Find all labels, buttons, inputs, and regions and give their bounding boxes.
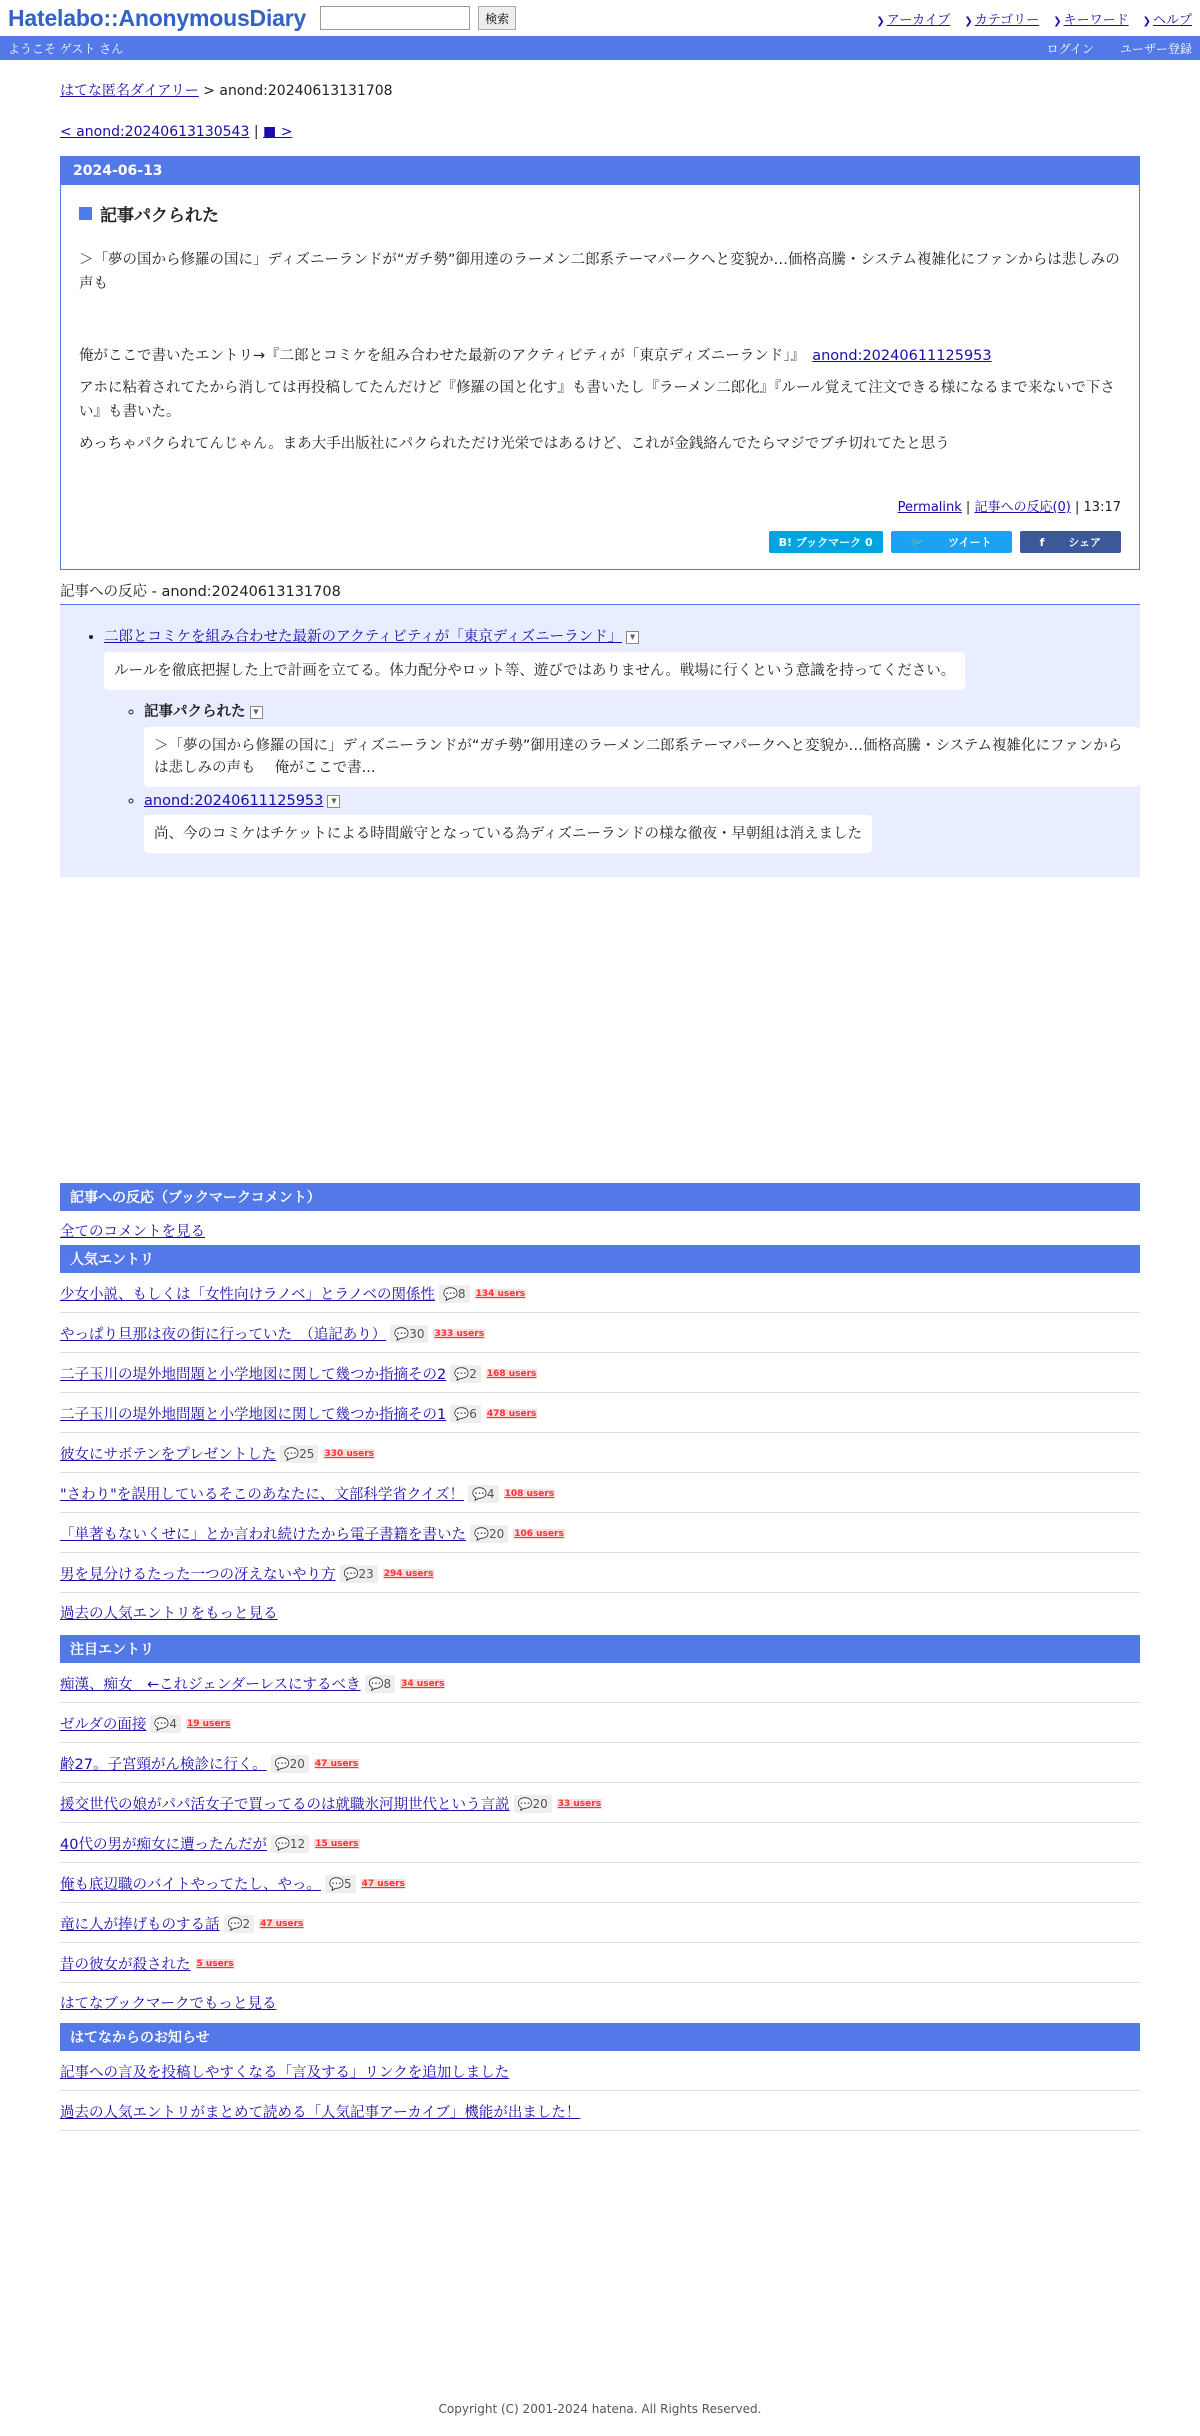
- header: [0, 0, 1200, 36]
- comment-icon: 💬: [368, 1676, 384, 1691]
- users-badge[interactable]: 15 users: [315, 1838, 359, 1849]
- notice-link[interactable]: 過去の人気エントリがまとめて読める「人気記事アーカイブ」機能が出ました！: [60, 2105, 581, 2121]
- featured-entries-heading: 注目エントリ: [60, 1635, 1140, 1663]
- entry-list-item: [60, 1663, 1140, 1703]
- entry-anond-link[interactable]: anond:20240611125953: [812, 348, 992, 364]
- main-content: [60, 80, 1140, 2131]
- entry-list-link[interactable]: 二子玉川の堤外地問題と小学地図に関して幾つか指摘その2: [60, 1367, 447, 1383]
- users-badge[interactable]: 47 users: [314, 1758, 359, 1769]
- featured-more-link[interactable]: はてなブックマークでもっと見る: [60, 1996, 277, 2012]
- comment-count: 💬4: [150, 1715, 181, 1733]
- pager: [60, 124, 1140, 140]
- entry-list-item: [60, 1903, 1140, 1943]
- register-link[interactable]: ユーザー登録: [1119, 41, 1192, 56]
- reaction-child1-text: ＞「夢の国から修羅の国に」ディズニーランドが“ガチ勢”御用達のラーメン二郎系テーマパークへと変貌か…価格高騰・システム複雑化にファンからは悲しみの声も 俺がここで書...: [144, 727, 1140, 787]
- entry-list-link[interactable]: 「単著もないくせに」とか言われ続けたから電子書籍を書いた: [60, 1527, 466, 1543]
- entry-title[interactable]: [79, 201, 1121, 226]
- comment-icon: 💬: [474, 1526, 489, 1541]
- users-badge[interactable]: 33 users: [557, 1798, 602, 1809]
- dropdown-icon[interactable]: ▼: [626, 631, 639, 644]
- notice-item: [60, 2051, 1140, 2091]
- users-badge[interactable]: 34 users: [401, 1678, 445, 1689]
- comment-count: 💬2: [224, 1915, 255, 1933]
- entry-list-item: [60, 1433, 1140, 1473]
- nav-item-archive[interactable]: [876, 9, 950, 28]
- users-badge[interactable]: 168 users: [486, 1368, 537, 1379]
- users-badge[interactable]: 134 users: [475, 1288, 526, 1299]
- comment-count: 💬30: [390, 1325, 428, 1343]
- reaction-child2-link[interactable]: anond:20240611125953: [144, 793, 324, 809]
- nav-item-keyword[interactable]: [1053, 9, 1128, 28]
- entry-date: 2024-06-13: [61, 157, 1139, 185]
- nav-link-archive[interactable]: アーカイブ: [886, 12, 951, 28]
- comment-count: 💬8: [439, 1285, 470, 1303]
- comment-icon: 💬: [284, 1446, 300, 1461]
- entry-list-link[interactable]: 彼女にサボテンをプレゼントした: [60, 1447, 277, 1463]
- users-badge[interactable]: 294 users: [383, 1568, 434, 1579]
- entry-list-link[interactable]: 二子玉川の堤外地問題と小学地図に関して幾つか指摘その1: [60, 1407, 447, 1423]
- ad-space: [60, 877, 1140, 1183]
- entry-time: 13:17: [1083, 500, 1121, 515]
- reactions-tree: [60, 605, 1140, 877]
- reaction-item: [144, 700, 1140, 787]
- all-comments-link[interactable]: 全てのコメントを見る: [60, 1224, 205, 1240]
- entry: [60, 156, 1140, 570]
- users-badge[interactable]: 19 users: [187, 1718, 231, 1729]
- comment-icon: 💬: [471, 1486, 487, 1501]
- entry-list-link[interactable]: 痴漢、痴女 ←これジェンダーレスにするべき: [60, 1677, 361, 1693]
- reactions-heading: 記事への反応 - anond:20240613131708: [60, 580, 1140, 605]
- comment-icon: 💬: [227, 1916, 243, 1931]
- entry-title-text: 記事パクられた: [100, 206, 219, 226]
- square-icon: [79, 207, 92, 220]
- search-input[interactable]: [320, 6, 470, 30]
- twitter-icon: 🐦: [910, 536, 929, 549]
- chevron-right-icon: ❯: [1142, 15, 1151, 27]
- nav-link-keyword[interactable]: キーワード: [1063, 12, 1129, 28]
- reactions-link[interactable]: 記事への反応(0): [974, 500, 1071, 515]
- hatena-bookmark-button[interactable]: B! ブックマーク 0: [769, 531, 883, 553]
- tweet-button[interactable]: 🐦 ツイート: [891, 531, 1012, 553]
- copyright: Copyright (C) 2001-2024 hatena. All Rights Reserved.: [438, 2402, 762, 2416]
- comment-count: 💬5: [325, 1875, 356, 1893]
- comment-count: 💬8: [365, 1675, 396, 1693]
- comment-count: 💬6: [450, 1405, 481, 1423]
- nav-link-help[interactable]: ヘルプ: [1152, 12, 1192, 28]
- entry-list-item: [60, 1743, 1140, 1783]
- chevron-right-icon: ❯: [876, 15, 885, 27]
- users-badge[interactable]: 106 users: [514, 1528, 564, 1539]
- users-badge[interactable]: 330 users: [324, 1448, 375, 1459]
- comment-count: 💬23: [340, 1565, 378, 1583]
- dropdown-icon[interactable]: ▼: [250, 706, 263, 719]
- users-badge[interactable]: 47 users: [260, 1918, 304, 1929]
- entry-list-link[interactable]: "さわり"を誤用しているそこのあなたに、文部科学省クイズ！: [60, 1487, 464, 1503]
- bookmark-comments-heading: 記事への反応（ブックマークコメント）: [60, 1183, 1140, 1211]
- reaction-child1-title[interactable]: 記事パクられた: [144, 704, 246, 720]
- notices-heading: はてなからのお知らせ: [60, 2023, 1140, 2051]
- comment-icon: 💬: [454, 1406, 470, 1421]
- next-entry-link[interactable]: ■ >: [263, 124, 293, 140]
- popular-more-link[interactable]: 過去の人気エントリをもっと見る: [60, 1606, 278, 1622]
- comment-icon: 💬: [274, 1836, 290, 1851]
- entry-list-item: [60, 1553, 1140, 1593]
- entry-list-item: [60, 1783, 1140, 1823]
- entry-paragraph: 俺がここで書いたエントリ→『二郎とコミケを組み合わせた最新のアクティビティが「東京ディズニーランド」』 anond:20240611125953: [79, 348, 992, 364]
- site-logo[interactable]: Hatelabo::AnonymousDiary: [8, 4, 307, 31]
- comment-icon: 💬: [394, 1326, 410, 1341]
- user-bar: [0, 36, 1200, 60]
- entry-list-link[interactable]: 昔の彼女が殺された: [60, 1957, 191, 1973]
- reaction-parent-text: ルールを徹底把握した上で計画を立てる。体力配分やロット等、遊びではありません。戦場に行くという意識を持ってください。: [104, 652, 965, 690]
- users-badge[interactable]: 333 users: [434, 1328, 485, 1339]
- share-buttons: [79, 531, 1121, 553]
- entry-list-item: [60, 1863, 1140, 1903]
- comment-icon: 💬: [274, 1756, 290, 1771]
- search-button[interactable]: 検索: [478, 6, 516, 30]
- prev-entry-link[interactable]: < anond:20240613130543: [60, 124, 250, 140]
- popular-entries-heading: 人気エントリ: [60, 1245, 1140, 1273]
- facebook-icon: f: [1039, 536, 1049, 549]
- chevron-right-icon: ❯: [1053, 15, 1062, 27]
- entry-list-item: [60, 1353, 1140, 1393]
- comment-count: 💬25: [280, 1445, 318, 1463]
- users-badge[interactable]: 108 users: [504, 1488, 555, 1499]
- entry-list-item: [60, 1313, 1140, 1353]
- users-badge[interactable]: 47 users: [361, 1878, 405, 1889]
- pager-separator: |: [253, 124, 259, 140]
- reaction-child2-text: 尚、今のコミケはチケットによる時間厳守となっている為ディズニーランドの様な徹夜・早朝組は消えました: [144, 815, 872, 853]
- nav-item-help[interactable]: [1143, 9, 1192, 28]
- breadcrumb-current: anond:20240613131708: [219, 83, 393, 99]
- nav-item-category[interactable]: [964, 9, 1039, 28]
- entry-list-item: [60, 1823, 1140, 1863]
- reaction-item: [144, 793, 1140, 857]
- reaction-parent-link[interactable]: 二郎とコミケを組み合わせた最新のアクティビティが「東京ディズニーランド」: [104, 629, 623, 645]
- breadcrumb-home[interactable]: はてな匿名ダイアリー: [60, 83, 199, 99]
- users-badge[interactable]: 5 users: [196, 1958, 234, 1969]
- notices-list: [60, 2051, 1140, 2131]
- entry-list-link[interactable]: 少女小説、もしくは「女性向けラノベ」とラノベの関係性: [60, 1287, 435, 1303]
- entry-paragraph: めっちゃパクられてんじゃん。まあ大手出版社にパクられただけ光栄ではあるけど、これが金銭絡んでたらマジでブチ切れてたと思う: [79, 436, 950, 452]
- entry-list-item: [60, 1703, 1140, 1743]
- entry-list-item: [60, 1513, 1140, 1553]
- comment-count: 💬4: [468, 1485, 499, 1503]
- users-badge[interactable]: 478 users: [486, 1408, 537, 1419]
- comment-icon: 💬: [343, 1566, 359, 1581]
- entry-list-item: [60, 1273, 1140, 1313]
- entry-list-item: [60, 1473, 1140, 1513]
- comment-count: 💬12: [271, 1835, 309, 1853]
- entry-list-link[interactable]: 40代の男が痴女に遭ったんだが: [60, 1837, 267, 1853]
- nav-link-category[interactable]: カテゴリー: [974, 12, 1040, 28]
- reaction-item: [104, 625, 1140, 857]
- entry-list-link[interactable]: 援交世代の娘がパパ活女子で買ってるのは就職氷河期世代という言説: [60, 1797, 510, 1813]
- entry-list-link[interactable]: ゼルダの面接: [60, 1717, 147, 1733]
- header-nav: [876, 9, 1192, 28]
- entry-list-link[interactable]: 齢27。子宮頸がん検診に行く。: [60, 1757, 267, 1773]
- facebook-share-button[interactable]: f シェア: [1020, 531, 1121, 553]
- comment-count: 💬20: [271, 1755, 309, 1773]
- entry-list-item: [60, 1943, 1140, 1983]
- entry-footer: Permalink | 記事への反応(0) | 13:17: [897, 500, 1121, 515]
- comment-icon: 💬: [454, 1366, 470, 1381]
- breadcrumb: [60, 80, 1140, 100]
- comment-icon: 💬: [517, 1796, 533, 1811]
- permalink[interactable]: Permalink: [897, 500, 962, 515]
- welcome-text: ようこそ ゲスト さん: [8, 41, 124, 56]
- entry-quote: ＞「夢の国から修羅の国に」ディズニーランドが“ガチ勢”御用達のラーメン二郎系テーマパークへと変貌か…価格高騰・システム複雑化にファンからは悲しみの声も: [79, 252, 1120, 292]
- chevron-right-icon: ❯: [964, 15, 973, 27]
- popular-entries-list: [60, 1273, 1140, 1593]
- comment-icon: 💬: [154, 1716, 170, 1731]
- breadcrumb-separator: >: [203, 83, 215, 99]
- entry-paragraph: アホに粘着されてたから消しては再投稿してたんだけど『修羅の国と化す』も書いたし『ラーメン二郎化』『ルール覚えて注文できる様になるまで来ないで下さい』も書いた。: [79, 380, 1115, 420]
- entry-list-item: [60, 1393, 1140, 1433]
- comment-count: 💬2: [450, 1365, 481, 1383]
- comment-icon: 💬: [329, 1876, 344, 1891]
- notice-link[interactable]: 記事への言及を投稿しやすくなる「言及する」リンクを追加しました: [60, 2065, 510, 2081]
- entry-list-link[interactable]: 男を見分けるたった一つの冴えないやり方: [60, 1567, 336, 1583]
- comment-count: 💬20: [514, 1795, 552, 1813]
- comment-icon: 💬: [442, 1286, 458, 1301]
- featured-entries-list: [60, 1663, 1140, 1983]
- login-link[interactable]: ログイン: [1046, 41, 1094, 56]
- notice-item: [60, 2091, 1140, 2131]
- entry-list-link[interactable]: やっぱり旦那は夜の街に行っていた （追記あり）: [60, 1327, 387, 1343]
- entry-list-link[interactable]: 俺も底辺職のバイトやってたし、やっ。: [60, 1877, 321, 1893]
- comment-count: 💬20: [470, 1525, 508, 1543]
- dropdown-icon[interactable]: ▼: [327, 795, 340, 808]
- entry-list-link[interactable]: 竜に人が捧げものする話: [60, 1917, 220, 1933]
